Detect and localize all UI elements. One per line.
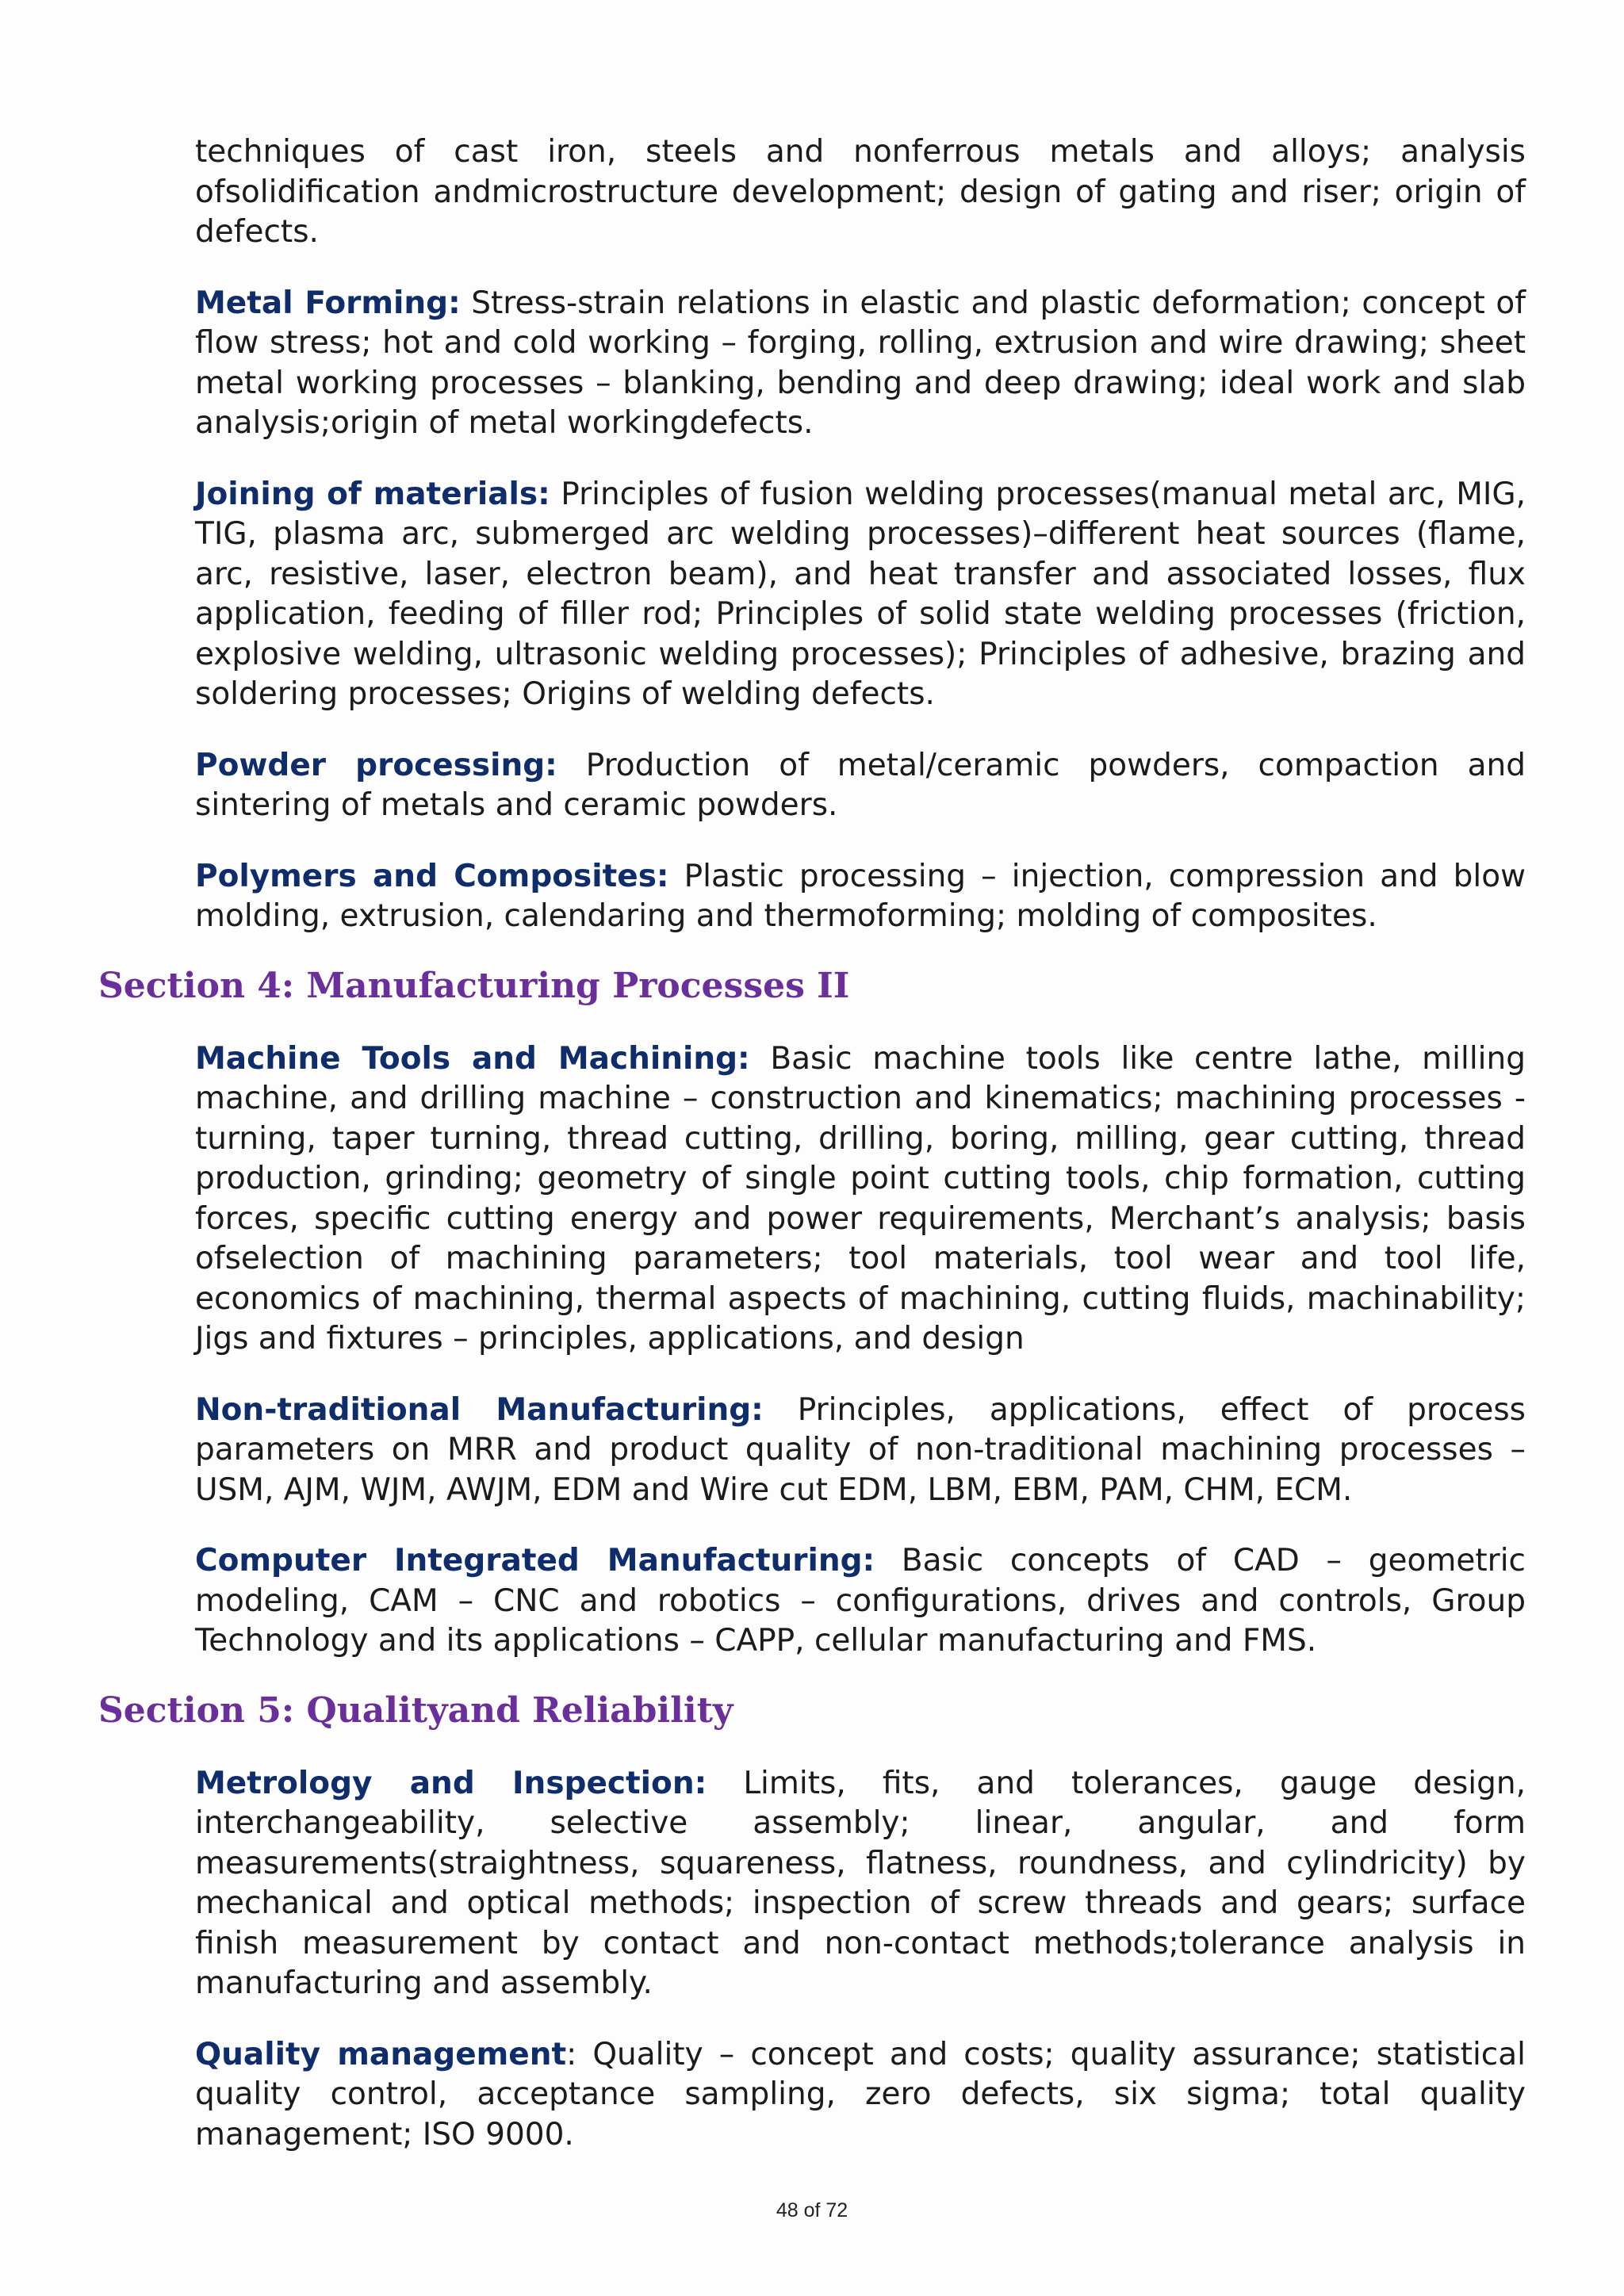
topic-text: Production of metal/ceramic powders, compaction and sintering of metals and ceramic powders. xyxy=(195,747,1526,823)
topic-joining-of-materials xyxy=(195,475,1526,715)
intro-paragraph: techniques of cast iron, steels and nonferrous metals and alloys; analysis ofsolidification andmicrostructure development; design of gating and riser; origin of defects. xyxy=(195,134,1526,250)
topic-text: Principles, applications, effect of process parameters on MRR and product quality of non-traditional machining processes – USM, AJM, WJM, AWJM, EDM and Wire cut EDM, LBM, EBM, PAM, CHM, ECM. xyxy=(195,1391,1526,1508)
topic-polymers-and-composites xyxy=(195,857,1526,937)
section-4-heading: Section 4: Manufacturing Processes II xyxy=(98,965,850,1006)
topic-term: Non-traditional Manufacturing: xyxy=(195,1391,764,1428)
topic-term: Polymers and Composites: xyxy=(195,858,669,894)
topic-term: Computer Integrated Manufacturing: xyxy=(195,1543,875,1578)
topic-term: Metal Forming: xyxy=(195,285,461,321)
section-5-heading: Section 5: Qualityand Reliability xyxy=(98,1689,733,1731)
topic-text: Basic machine tools like centre lathe, milling machine, and drilling machine – construction and kinematics; machining processes - turning, taper turning, thread cutting, drilling, boring, milling, gear cutting, thread production, grinding; geometry of single point cutting tools, chip formation, cutting forces, specific cutting energy and power requirements, Merchant’s analysis; basis ofselection of machining parameters; tool materials, tool wear and tool life, economics of machining, thermal aspects of machining, cutting fluids, machinability; Jigs and fixtures – principles, applications, and design xyxy=(195,1040,1526,1357)
topic-computer-integrated-manufacturing xyxy=(195,1541,1526,1662)
topic-term: Metrology and Inspection: xyxy=(195,1765,707,1801)
topic-term: Powder processing: xyxy=(195,747,557,783)
topic-metrology-and-inspection xyxy=(195,1764,1526,2004)
page-number: 48 of 72 xyxy=(776,2199,848,2221)
topic-term: Machine Tools and Machining: xyxy=(195,1040,750,1077)
topic-text: Stress-strain relations in elastic and plastic deformation; concept of flow stress; hot and cold working – forging, rolling, extrusion and wire drawing; sheet metal working processes – blanking, bending and deep drawing; ideal work and slab analysis;origin of metal workingdefects. xyxy=(195,285,1526,441)
topic-powder-processing xyxy=(195,746,1526,826)
topic-term: Joining of materials: xyxy=(195,476,550,512)
topic-non-traditional-manufacturing xyxy=(195,1391,1526,1511)
topic-text: Limits, fits, and tolerances, gauge design, interchangeability, selective assembly; linear, angular, and form measurements(straightness, squareness, flatness, roundness, and cylindricity) by mechanical and optical methods; inspection of screw threads and gears; surface finish measurement by contact and non-contact methods;tolerance analysis in manufacturing and assembly. xyxy=(195,1765,1526,2001)
topic-text: : Quality – concept and costs; quality assurance; statistical quality control, acceptance sampling, zero defects, six sigma; total quality management; ISO 9000. xyxy=(195,2036,1526,2152)
topic-machine-tools-and-machining xyxy=(195,1039,1526,1360)
document-body xyxy=(98,101,1526,2182)
topic-text: Basic concepts of CAD – geometric modeling, CAM – CNC and robotics – configurations, drives and controls, Group Technology and its applications – CAPP, cellular manufacturing and FMS. xyxy=(195,1543,1526,1659)
topic-term: Quality management xyxy=(195,2036,567,2072)
topic-text: Plastic processing – injection, compression and blow molding, extrusion, calendaring and thermoforming; molding of composites. xyxy=(195,858,1526,934)
topic-quality-management xyxy=(195,2035,1526,2156)
topic-text: Principles of fusion welding processes(manual metal arc, MIG, TIG, plasma arc, submerged arc welding processes)–different heat sources (flame, arc, resistive, laser, electron beam), and heat transfer and associated losses, flux application, feeding of filler rod; Principles of solid state welding processes (friction, explosive welding, ultrasonic welding processes); Principles of adhesive, brazing and soldering processes; Origins of welding defects. xyxy=(195,476,1526,712)
topic-metal-forming xyxy=(195,284,1526,444)
